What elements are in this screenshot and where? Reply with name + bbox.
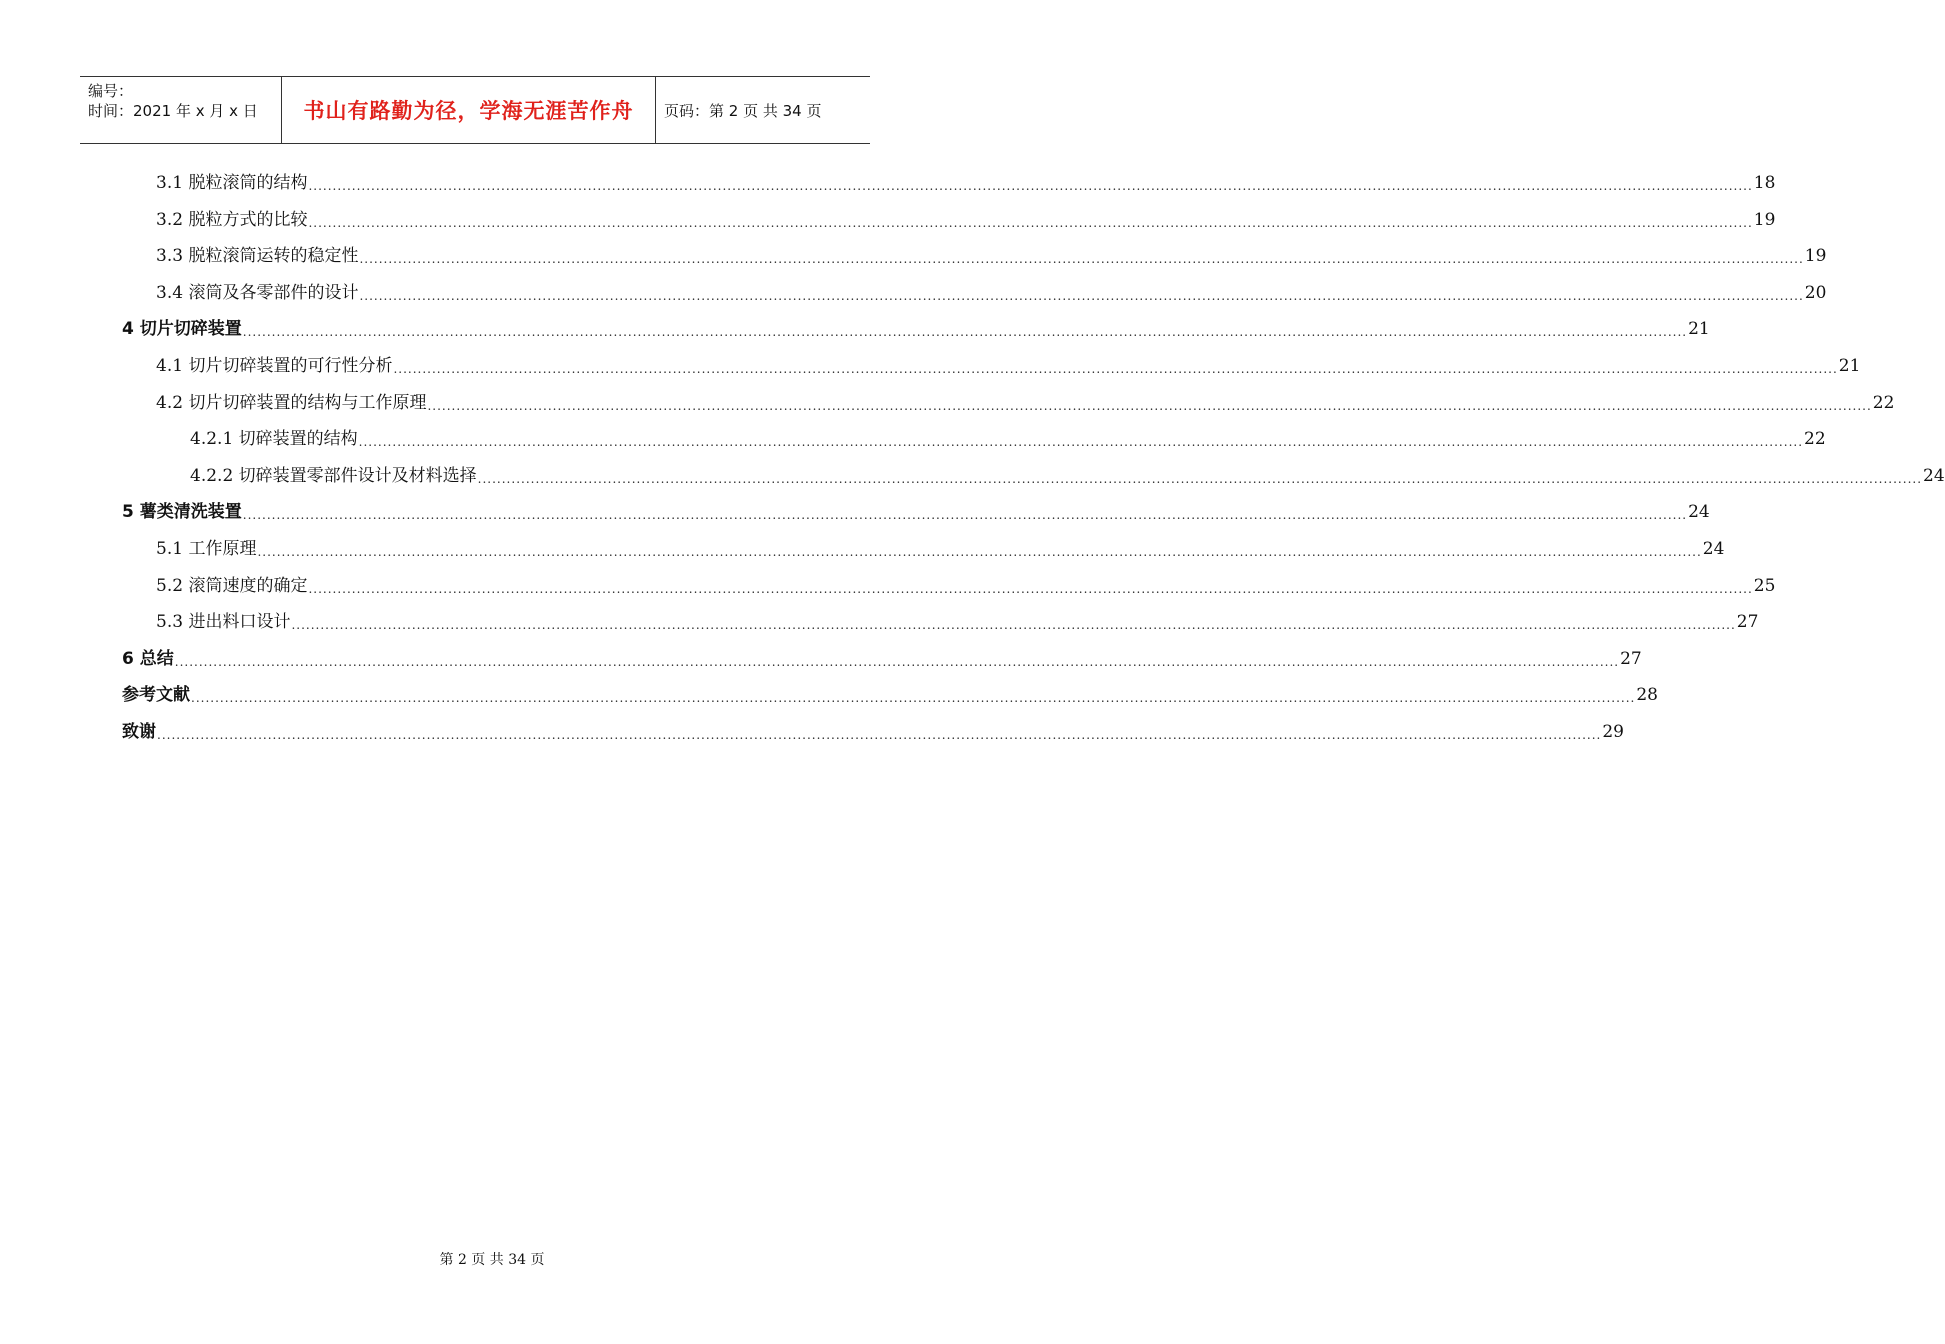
toc-entry[interactable] <box>156 536 1725 562</box>
toc-leader-dots: ............................................................................................................................................................................................................................................................................................................ <box>308 581 1753 596</box>
page-header <box>80 76 870 144</box>
toc-entry-page: 22 <box>1804 429 1826 450</box>
toc-entry[interactable] <box>156 390 1895 416</box>
toc-entry-title: 3.4 滚筒及各零部件的设计 <box>156 282 359 303</box>
toc-entry-page: 29 <box>1602 722 1624 742</box>
toc-leader-dots: ............................................................................................................................................................................................................................................................................................................ <box>308 215 1753 230</box>
toc-entry[interactable] <box>156 170 1776 196</box>
document-time: 时间：2021 年 x 月 x 日 <box>88 102 258 120</box>
toc-leader-dots: ............................................................................................................................................................................................................................................................................................................ <box>477 471 1923 486</box>
toc-entry-page: 20 <box>1804 282 1827 303</box>
toc-leader-dots: ............................................................................................................................................................................................................................................................................................................ <box>393 362 1838 376</box>
toc-entry[interactable] <box>156 243 1827 269</box>
toc-entry-page: 27 <box>1736 612 1759 633</box>
toc-entry[interactable] <box>122 719 1624 745</box>
toc-entry-page: 19 <box>1804 246 1827 267</box>
toc-leader-dots: ............................................................................................................................................................................................................................................................................................................ <box>257 545 1702 559</box>
toc-entry-title: 5 薯类清洗装置 <box>122 502 242 523</box>
toc-leader-dots: ............................................................................................................................................................................................................................................................................................................ <box>291 618 1736 633</box>
toc-leader-dots: ............................................................................................................................................................................................................................................................................................................ <box>359 252 1804 267</box>
toc-leader-dots: ............................................................................................................................................................................................................................................................................................................ <box>174 654 1620 669</box>
header-page-number: 页码：第 2 页 共 34 页 <box>664 101 822 120</box>
toc-entry-title: 4.2.2 切碎装置零部件设计及材料选择 <box>190 465 477 486</box>
toc-entry[interactable] <box>122 316 1710 342</box>
toc-entry-page: 24 <box>1688 502 1710 523</box>
document-number: 编号： <box>88 82 134 100</box>
toc-leader-dots: ............................................................................................................................................................................................................................................................................................................ <box>359 288 1804 303</box>
toc-leader-dots: ............................................................................................................................................................................................................................................................................................................ <box>157 728 1602 742</box>
toc-entry-title: 3.2 脱粒方式的比较 <box>156 209 308 230</box>
page-footer: 第 2 页 共 34 页 <box>439 1252 545 1268</box>
toc-entry-page: 21 <box>1688 319 1710 340</box>
toc-leader-dots: ............................................................................................................................................................................................................................................................................................................ <box>191 691 1636 706</box>
toc-entry-title: 参考文献 <box>122 685 190 706</box>
toc-entry[interactable] <box>122 646 1642 672</box>
toc-leader-dots: ............................................................................................................................................................................................................................................................................................................ <box>242 325 1688 340</box>
toc-leader-dots: ............................................................................................................................................................................................................................................................................................................ <box>358 435 1804 450</box>
header-motto: 书山有路勤为径，学海无涯苦作舟 <box>282 77 656 143</box>
toc-entry-page: 21 <box>1838 356 1861 376</box>
toc-entry-title: 5.3 进出料口设计 <box>156 612 291 633</box>
toc-entry[interactable] <box>156 207 1776 233</box>
toc-entry-page: 18 <box>1753 173 1776 193</box>
toc-entry[interactable] <box>122 682 1658 708</box>
toc-entry[interactable] <box>156 609 1759 635</box>
toc-entry-page: 19 <box>1753 209 1776 230</box>
toc-entry[interactable] <box>156 280 1827 306</box>
toc-leader-dots: ............................................................................................................................................................................................................................................................................................................ <box>427 398 1872 413</box>
toc-leader-dots: ............................................................................................................................................................................................................................................................................................................ <box>242 508 1688 523</box>
toc-entry-title: 4.2 切片切碎装置的结构与工作原理 <box>156 392 427 413</box>
toc-entry-title: 4 切片切碎装置 <box>122 319 242 340</box>
toc-entry-title: 致谢 <box>122 722 156 742</box>
toc-entry[interactable] <box>156 353 1861 379</box>
toc-entry[interactable] <box>122 499 1710 525</box>
toc-entry[interactable] <box>156 573 1776 599</box>
toc-entry-title: 4.1 切片切碎装置的可行性分析 <box>156 356 393 376</box>
toc-entry-page: 24 <box>1702 539 1725 559</box>
header-meta <box>80 77 282 143</box>
toc-entry-page: 22 <box>1872 392 1895 413</box>
toc-entry-title: 6 总结 <box>122 648 174 669</box>
toc-entry[interactable] <box>190 463 1945 489</box>
toc-entry[interactable] <box>190 426 1826 452</box>
toc-entry-title: 5.2 滚筒速度的确定 <box>156 575 308 596</box>
toc-entry-title: 4.2.1 切碎装置的结构 <box>190 429 358 450</box>
toc-entry-title: 5.1 工作原理 <box>156 539 257 559</box>
toc-leader-dots: ............................................................................................................................................................................................................................................................................................................ <box>308 179 1753 193</box>
toc-entry-page: 24 <box>1923 465 1945 486</box>
toc-entry-page: 25 <box>1753 575 1776 596</box>
toc-entry-page: 27 <box>1620 648 1642 669</box>
toc-entry-page: 28 <box>1636 685 1658 706</box>
toc-entry-title: 3.3 脱粒滚筒运转的稳定性 <box>156 246 359 267</box>
toc-entry-title: 3.1 脱粒滚筒的结构 <box>156 173 308 193</box>
